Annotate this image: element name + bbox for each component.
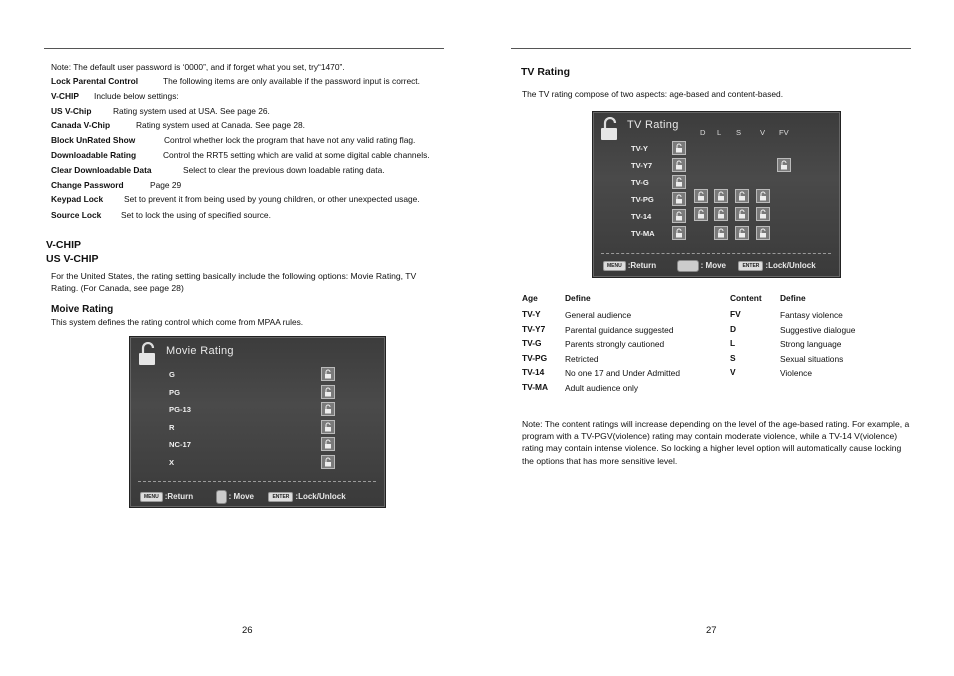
lock-icon xyxy=(674,228,684,238)
movie-rating-lock[interactable] xyxy=(321,385,335,399)
tv-column-header: L xyxy=(717,128,722,137)
age-define: General audience xyxy=(565,310,632,320)
tv-rating-lock[interactable] xyxy=(735,207,749,221)
content-code: D xyxy=(730,323,737,334)
movie-screen-title: Movie Rating xyxy=(166,345,234,357)
tv-rating-lock[interactable] xyxy=(756,189,770,203)
age-define: Retricted xyxy=(565,353,599,364)
setting-term: Keypad Lock xyxy=(51,194,104,204)
setting-description: Rating system used at USA. See page 26. xyxy=(113,106,270,116)
content-code: S xyxy=(730,352,736,363)
lock-icon xyxy=(674,177,684,187)
movie-rating-label: PG xyxy=(169,387,180,397)
padlock-icon xyxy=(137,342,159,366)
age-code: TV-Y xyxy=(522,309,541,319)
enter-key: ENTER xyxy=(268,492,293,502)
tv-row-label: TV-PG xyxy=(631,195,654,204)
footer-return: :Return xyxy=(627,261,657,271)
content-define: Fantasy violence xyxy=(780,310,843,320)
lock-icon xyxy=(323,422,333,432)
lock-icon xyxy=(674,143,684,153)
define-header: Define xyxy=(565,293,591,303)
tv-column-header: S xyxy=(736,128,742,137)
setting-description: Include below settings: xyxy=(94,91,179,101)
tv-rating-lock[interactable] xyxy=(672,226,686,240)
tv-column-header: D xyxy=(700,128,706,137)
page-number-right: 27 xyxy=(706,625,717,636)
setting-term: Canada V-Chip xyxy=(51,120,111,130)
tv-rating-lock[interactable] xyxy=(672,209,686,223)
divider xyxy=(138,481,376,482)
age-define: No one 17 and Under Admitted xyxy=(565,368,681,379)
tv-rating-lock[interactable] xyxy=(714,207,728,221)
content-rating-note: Note: The content ratings will increase depending on the level of the age-based rating. For example, a program with a TV-PGV(violence) rating may contain moderate violence, while a TV-14 V(violence) rating may contain intense violence. So locking a higher level option will automatically cause locking the options that has more sensitive level. xyxy=(522,419,910,466)
setting-term: Change Password xyxy=(51,180,124,190)
setting-term: Downloadable Rating xyxy=(51,150,137,160)
content-define: Suggestive dialogue xyxy=(780,324,856,335)
lock-icon xyxy=(737,228,747,238)
age-code: TV-MA xyxy=(522,382,549,392)
tv-rating-lock[interactable] xyxy=(756,226,770,240)
tv-column-header: FV xyxy=(779,128,789,137)
movie-rating-lock[interactable] xyxy=(321,420,335,434)
divider xyxy=(601,253,831,254)
us-v-chip-heading: US V-CHIP xyxy=(46,253,99,265)
movie-rating-label: PG-13 xyxy=(169,405,191,415)
setting-description: Select to clear the previous down loadable rating data. xyxy=(183,165,385,175)
content-code: V xyxy=(730,367,736,378)
padlock-icon xyxy=(599,117,621,141)
lock-icon xyxy=(323,457,333,467)
osd-footer xyxy=(140,490,346,504)
menu-key: MENU xyxy=(603,261,626,271)
setting-description: The following items are only available if the password input is correct. xyxy=(163,76,420,86)
lock-icon xyxy=(716,209,726,219)
content-code: FV xyxy=(730,309,741,319)
us-intro: For the United States, the rating setting basically include the following options: Movie Rating, TV Rating. (For Canada, see page 28) xyxy=(51,271,417,294)
tv-rating-lock[interactable] xyxy=(714,189,728,203)
lock-icon xyxy=(323,369,333,379)
age-code: TV-G xyxy=(522,338,542,349)
lock-icon xyxy=(716,228,726,238)
lock-icon xyxy=(696,191,706,201)
lock-icon xyxy=(716,191,726,201)
content-code: L xyxy=(730,338,736,349)
tv-rating-screen xyxy=(592,111,841,278)
tv-rating-lock[interactable] xyxy=(694,189,708,203)
tv-rating-heading: TV Rating xyxy=(521,66,570,78)
tv-row-label: TV-MA xyxy=(631,229,655,238)
movie-rating-lock[interactable] xyxy=(321,367,335,381)
movie-rating-heading: Moive Rating xyxy=(51,304,114,315)
arrow-keys-icon xyxy=(216,490,227,504)
tv-row-label: TV-14 xyxy=(631,212,652,221)
setting-description: Page 29 xyxy=(150,180,182,190)
arrow-keys-icon xyxy=(677,260,699,272)
lock-icon xyxy=(758,228,768,238)
page-number-left: 26 xyxy=(242,625,253,636)
content-header: Content xyxy=(730,293,762,303)
lock-icon xyxy=(779,160,789,170)
tv-rating-lock[interactable] xyxy=(672,158,686,172)
tv-rating-lock[interactable] xyxy=(672,175,686,189)
content-define: Violence xyxy=(780,368,812,379)
lock-icon xyxy=(758,209,768,219)
movie-rating-lock[interactable] xyxy=(321,455,335,469)
lock-icon xyxy=(674,211,684,221)
password-note: Note: The default user password is ‘0000”, and if forget what you set, try“1470”. xyxy=(51,62,345,72)
movie-rating-screen xyxy=(129,336,386,508)
lock-icon xyxy=(323,439,333,449)
tv-row-label: TV-Y7 xyxy=(631,161,653,170)
footer-move: : Move xyxy=(228,492,254,502)
right-top-rule xyxy=(511,48,911,49)
tv-rating-lock[interactable] xyxy=(735,226,749,240)
setting-term: V-CHIP xyxy=(51,91,79,101)
tv-rating-lock[interactable] xyxy=(735,189,749,203)
movie-rating-text: This system defines the rating control which come from MPAA rules. xyxy=(51,317,304,327)
left-top-rule xyxy=(44,48,444,49)
movie-rating-label: X xyxy=(169,458,175,467)
lock-icon xyxy=(696,209,706,219)
v-chip-heading: V-CHIP xyxy=(46,239,82,251)
lock-icon xyxy=(674,160,684,170)
tv-rating-lock[interactable] xyxy=(756,207,770,221)
lock-icon xyxy=(758,191,768,201)
lock-icon xyxy=(737,191,747,201)
movie-rating-label: NC-17 xyxy=(169,440,191,450)
tv-column-header: V xyxy=(760,128,766,137)
setting-term: Source Lock xyxy=(51,210,102,220)
age-code: TV-Y7 xyxy=(522,323,546,334)
lock-icon xyxy=(323,387,333,397)
tv-rating-lock[interactable] xyxy=(714,226,728,240)
setting-term: Lock Parental Control xyxy=(51,76,139,86)
content-define: Sexual situations xyxy=(780,353,844,364)
define-header: Define xyxy=(780,293,806,303)
age-define: Adult audience only xyxy=(565,383,639,393)
setting-term: Clear Downloadable Data xyxy=(51,165,152,175)
footer-move: : Move xyxy=(700,261,726,271)
tv-rating-lock[interactable] xyxy=(672,141,686,155)
movie-rating-label: G xyxy=(169,370,175,379)
movie-rating-lock[interactable] xyxy=(321,402,335,416)
age-code: TV-PG xyxy=(522,352,548,363)
menu-key: MENU xyxy=(140,492,163,502)
movie-rating-lock[interactable] xyxy=(321,437,335,451)
tv-row-label: TV-Y xyxy=(631,144,648,153)
lock-icon xyxy=(674,194,684,204)
setting-description: Rating system used at Canada. See page 28. xyxy=(136,120,306,130)
setting-description: Control whether lock the program that have not any valid rating flag. xyxy=(164,135,416,145)
tv-rating-lock[interactable] xyxy=(694,207,708,221)
age-code: TV-14 xyxy=(522,367,545,378)
enter-key: ENTER xyxy=(738,261,763,271)
content-define: Strong language xyxy=(780,339,842,350)
footer-lock: :Lock/Unlock xyxy=(765,261,816,271)
setting-description: Control the RRT5 setting which are valid at some digital cable channels. xyxy=(163,150,430,160)
age-define: Parental guidance suggested xyxy=(565,324,674,335)
osd-footer xyxy=(603,260,816,272)
tv-row-label: TV-G xyxy=(631,178,649,187)
setting-term: Block UnRated Show xyxy=(51,135,136,145)
footer-return: :Return xyxy=(164,492,194,502)
footer-lock: :Lock/Unlock xyxy=(295,492,346,502)
setting-description: Set to prevent it from being used by young children, or other unexpected usage. xyxy=(124,194,420,204)
tv-rating-lock[interactable] xyxy=(777,158,791,172)
tv-rating-lock[interactable] xyxy=(672,192,686,206)
lock-icon xyxy=(323,404,333,414)
setting-term: US V-Chip xyxy=(51,106,92,116)
age-header: Age xyxy=(522,293,538,303)
tv-rating-intro: The TV rating compose of two aspects: age-based and content-based. xyxy=(522,89,784,99)
movie-rating-label: R xyxy=(169,422,175,432)
age-define: Parents strongly cautioned xyxy=(565,339,665,350)
tv-screen-title: TV Rating xyxy=(627,119,679,131)
setting-description: Set to lock the using of specified source. xyxy=(121,210,271,220)
lock-icon xyxy=(737,209,747,219)
